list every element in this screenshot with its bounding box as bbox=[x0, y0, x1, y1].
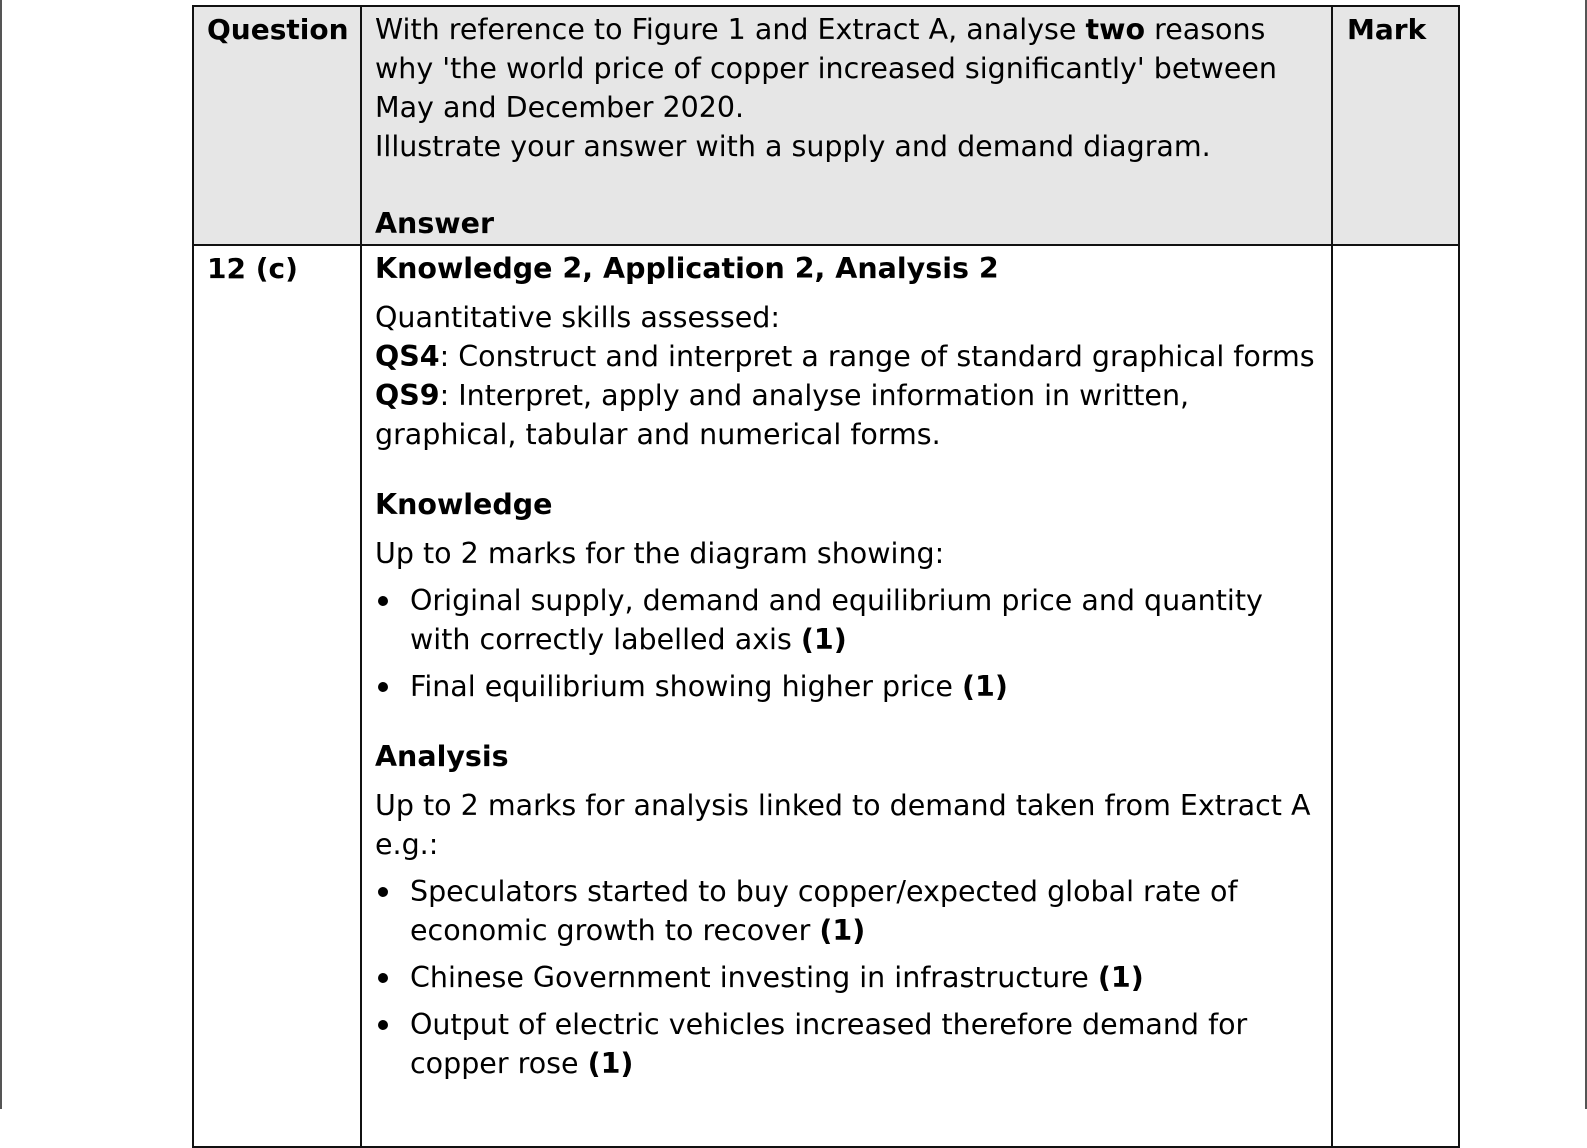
answer-row bbox=[193, 245, 1459, 1147]
knowledge-heading: Knowledge bbox=[375, 488, 553, 521]
question-header-label: Question bbox=[207, 13, 349, 46]
table-header-row bbox=[193, 6, 1459, 245]
mark-header-cell bbox=[1332, 6, 1459, 245]
qs-item: QS9: Interpret, apply and analyse information in written, graphical, tabular and numerical forms. bbox=[375, 379, 1190, 451]
list-item: Original supply, demand and equilibrium price and quantity with correctly labelled axis (1) bbox=[375, 581, 1321, 659]
mark-cell bbox=[1332, 245, 1459, 1147]
mark-header-label: Mark bbox=[1347, 13, 1427, 46]
list-item: Output of electric vehicles increased therefore demand for copper rose (1) bbox=[375, 1005, 1321, 1083]
question-header-cell bbox=[193, 6, 361, 245]
list-item: Speculators started to buy copper/expected global rate of economic growth to recover (1) bbox=[375, 872, 1321, 950]
question-number-cell bbox=[193, 245, 361, 1147]
question-number: 12 (c) bbox=[207, 252, 298, 285]
analysis-intro: Up to 2 marks for analysis linked to demand taken from Extract A e.g.: bbox=[375, 789, 1311, 861]
qs-item: QS4: Construct and interpret a range of standard graphical forms bbox=[375, 340, 1315, 373]
list-item: Final equilibrium showing higher price (1) bbox=[375, 667, 1321, 706]
question-text: With reference to Figure 1 and Extract A, analyse two reasons why 'the world price of copper increased significantly' between May and December 2020. bbox=[375, 13, 1277, 124]
question-emphasis: two bbox=[1085, 13, 1146, 46]
answer-label: Answer bbox=[375, 207, 495, 240]
answer-content-cell bbox=[361, 245, 1332, 1147]
question-instruction: Illustrate your answer with a supply and demand diagram. bbox=[375, 130, 1211, 163]
marks-breakdown-title: Knowledge 2, Application 2, Analysis 2 bbox=[375, 252, 999, 285]
list-item: Chinese Government investing in infrastructure (1) bbox=[375, 958, 1321, 997]
analysis-heading: Analysis bbox=[375, 740, 509, 773]
page-left-border bbox=[0, 0, 2, 1109]
knowledge-intro: Up to 2 marks for the diagram showing: bbox=[375, 537, 945, 570]
knowledge-list bbox=[375, 581, 1321, 706]
qs-intro: Quantitative skills assessed: bbox=[375, 301, 780, 334]
question-text-cell bbox=[361, 6, 1332, 245]
analysis-list bbox=[375, 872, 1321, 1083]
mark-scheme-table bbox=[192, 5, 1460, 1148]
